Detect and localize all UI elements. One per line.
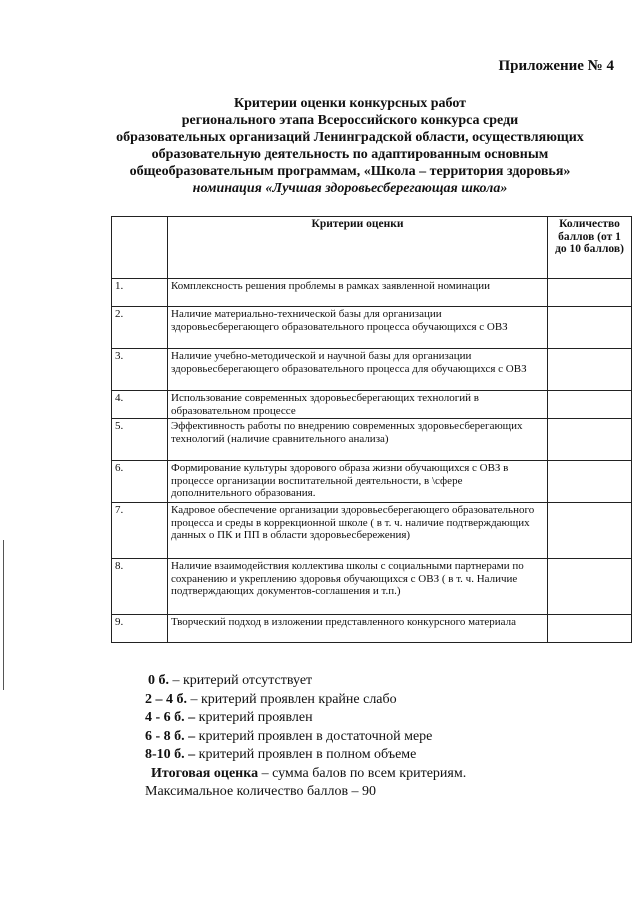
scale-item	[145, 709, 466, 728]
row-score	[548, 503, 632, 559]
scale-points: 4 - 6 б. –	[145, 710, 196, 725]
table-header-row	[112, 217, 632, 279]
title-line: образовательную деятельность по адаптированным основным	[151, 147, 549, 162]
row-number: 7.	[112, 503, 168, 559]
table-row	[112, 349, 632, 391]
header-criteria-cell: Критерии оценки	[168, 217, 548, 279]
table-row	[112, 279, 632, 307]
scale-points: 8-10 б. –	[145, 747, 196, 762]
row-number: 8.	[112, 559, 168, 615]
table-row	[112, 461, 632, 503]
row-criterion: Эффективность работы по внедрению современных здоровьесберегающих технологий (наличие сравнительного анализа)	[168, 419, 548, 461]
row-score	[548, 419, 632, 461]
row-criterion: Кадровое обеспечение организации здоровьесберегающего образовательного процесса и среды в коррекционной школе ( в т. ч. наличие подтверждающих данных о ПК и ПП в области здоровьесбережения)	[168, 503, 548, 559]
scale-item	[145, 728, 466, 747]
scale-item	[145, 691, 466, 710]
scale-desc: – критерий проявлен крайне слабо	[187, 691, 397, 707]
row-score	[548, 279, 632, 307]
scale-desc: критерий проявлен в достаточной мере	[195, 728, 433, 744]
summary-max: Максимальное количество баллов – 90	[145, 784, 377, 799]
table-row	[112, 419, 632, 461]
title-line: образовательных организаций Ленинградской области, осуществляющих	[116, 130, 584, 145]
row-criterion: Наличие материально-технической базы для организации здоровьесберегающего образовательного процесса обучающихся с ОВЗ	[168, 307, 548, 349]
title-line: общеобразовательным программам, «Школа – территория здоровья»	[129, 164, 571, 179]
row-number: 6.	[112, 461, 168, 503]
row-criterion: Наличие взаимодействия коллектива школы с социальными партнерами по сохранению и укреплению здоровья обучающихся с ОВЗ ( в т. ч. Наличие подтверждающих документов-соглашения и т.п.)	[168, 559, 548, 615]
row-criterion: Творческий подход в изложении представленного конкурсного материала	[168, 615, 548, 643]
row-score	[548, 349, 632, 391]
row-number: 9.	[112, 615, 168, 643]
table-row	[112, 559, 632, 615]
row-criterion: Наличие учебно-методической и научной базы для организации здоровьесберегающего образовательного процесса для обучающихся с ОВЗ	[168, 349, 548, 391]
title-line: регионального этапа Всероссийского конкурса среди	[181, 113, 519, 128]
row-number: 4.	[112, 391, 168, 419]
summary-total	[145, 765, 466, 784]
row-number: 1.	[112, 279, 168, 307]
table-row	[112, 307, 632, 349]
criteria-table	[111, 216, 632, 643]
scale-points: 2 – 4 б.	[145, 691, 187, 707]
row-score	[548, 461, 632, 503]
header-score-cell: Количество баллов (от 1 до 10 баллов)	[548, 217, 632, 279]
row-criterion: Формирование культуры здорового образа жизни обучающихся с ОВЗ в процессе организации воспитательной деятельности, в \сфере дополнительного образования.	[168, 461, 548, 503]
row-criterion: Использование современных здоровьесберегающих технологий в образовательном процессе	[168, 391, 548, 419]
row-criterion: Комплексность решения проблемы в рамках заявленной номинации	[168, 279, 548, 307]
scan-margin-line	[3, 540, 4, 690]
total-label: Итоговая оценка	[151, 765, 259, 781]
scale-desc: критерий проявлен	[195, 710, 313, 725]
appendix-label: Приложение № 4	[498, 58, 614, 74]
document-title	[60, 95, 640, 197]
row-number: 5.	[112, 419, 168, 461]
scale-points: 0 б.	[148, 673, 169, 688]
scoring-scale	[145, 672, 466, 802]
nomination-line: номинация «Лучшая здоровьесберегающая школа»	[192, 181, 508, 196]
row-score	[548, 559, 632, 615]
table-row	[112, 391, 632, 419]
table-row	[112, 615, 632, 643]
total-text: – сумма балов по всем критериям.	[258, 765, 467, 781]
title-line: Критерии оценки конкурсных работ	[233, 96, 467, 111]
table-row	[112, 503, 632, 559]
scale-item	[145, 672, 466, 691]
row-number: 2.	[112, 307, 168, 349]
scale-desc: – критерий отсутствует	[169, 673, 313, 688]
row-score	[548, 307, 632, 349]
row-score	[548, 391, 632, 419]
row-number: 3.	[112, 349, 168, 391]
scale-item	[145, 746, 466, 765]
header-num-cell	[112, 217, 168, 279]
scale-desc: критерий проявлен в полном объеме	[195, 747, 417, 762]
scale-points: 6 - 8 б. –	[145, 728, 196, 744]
row-score	[548, 615, 632, 643]
